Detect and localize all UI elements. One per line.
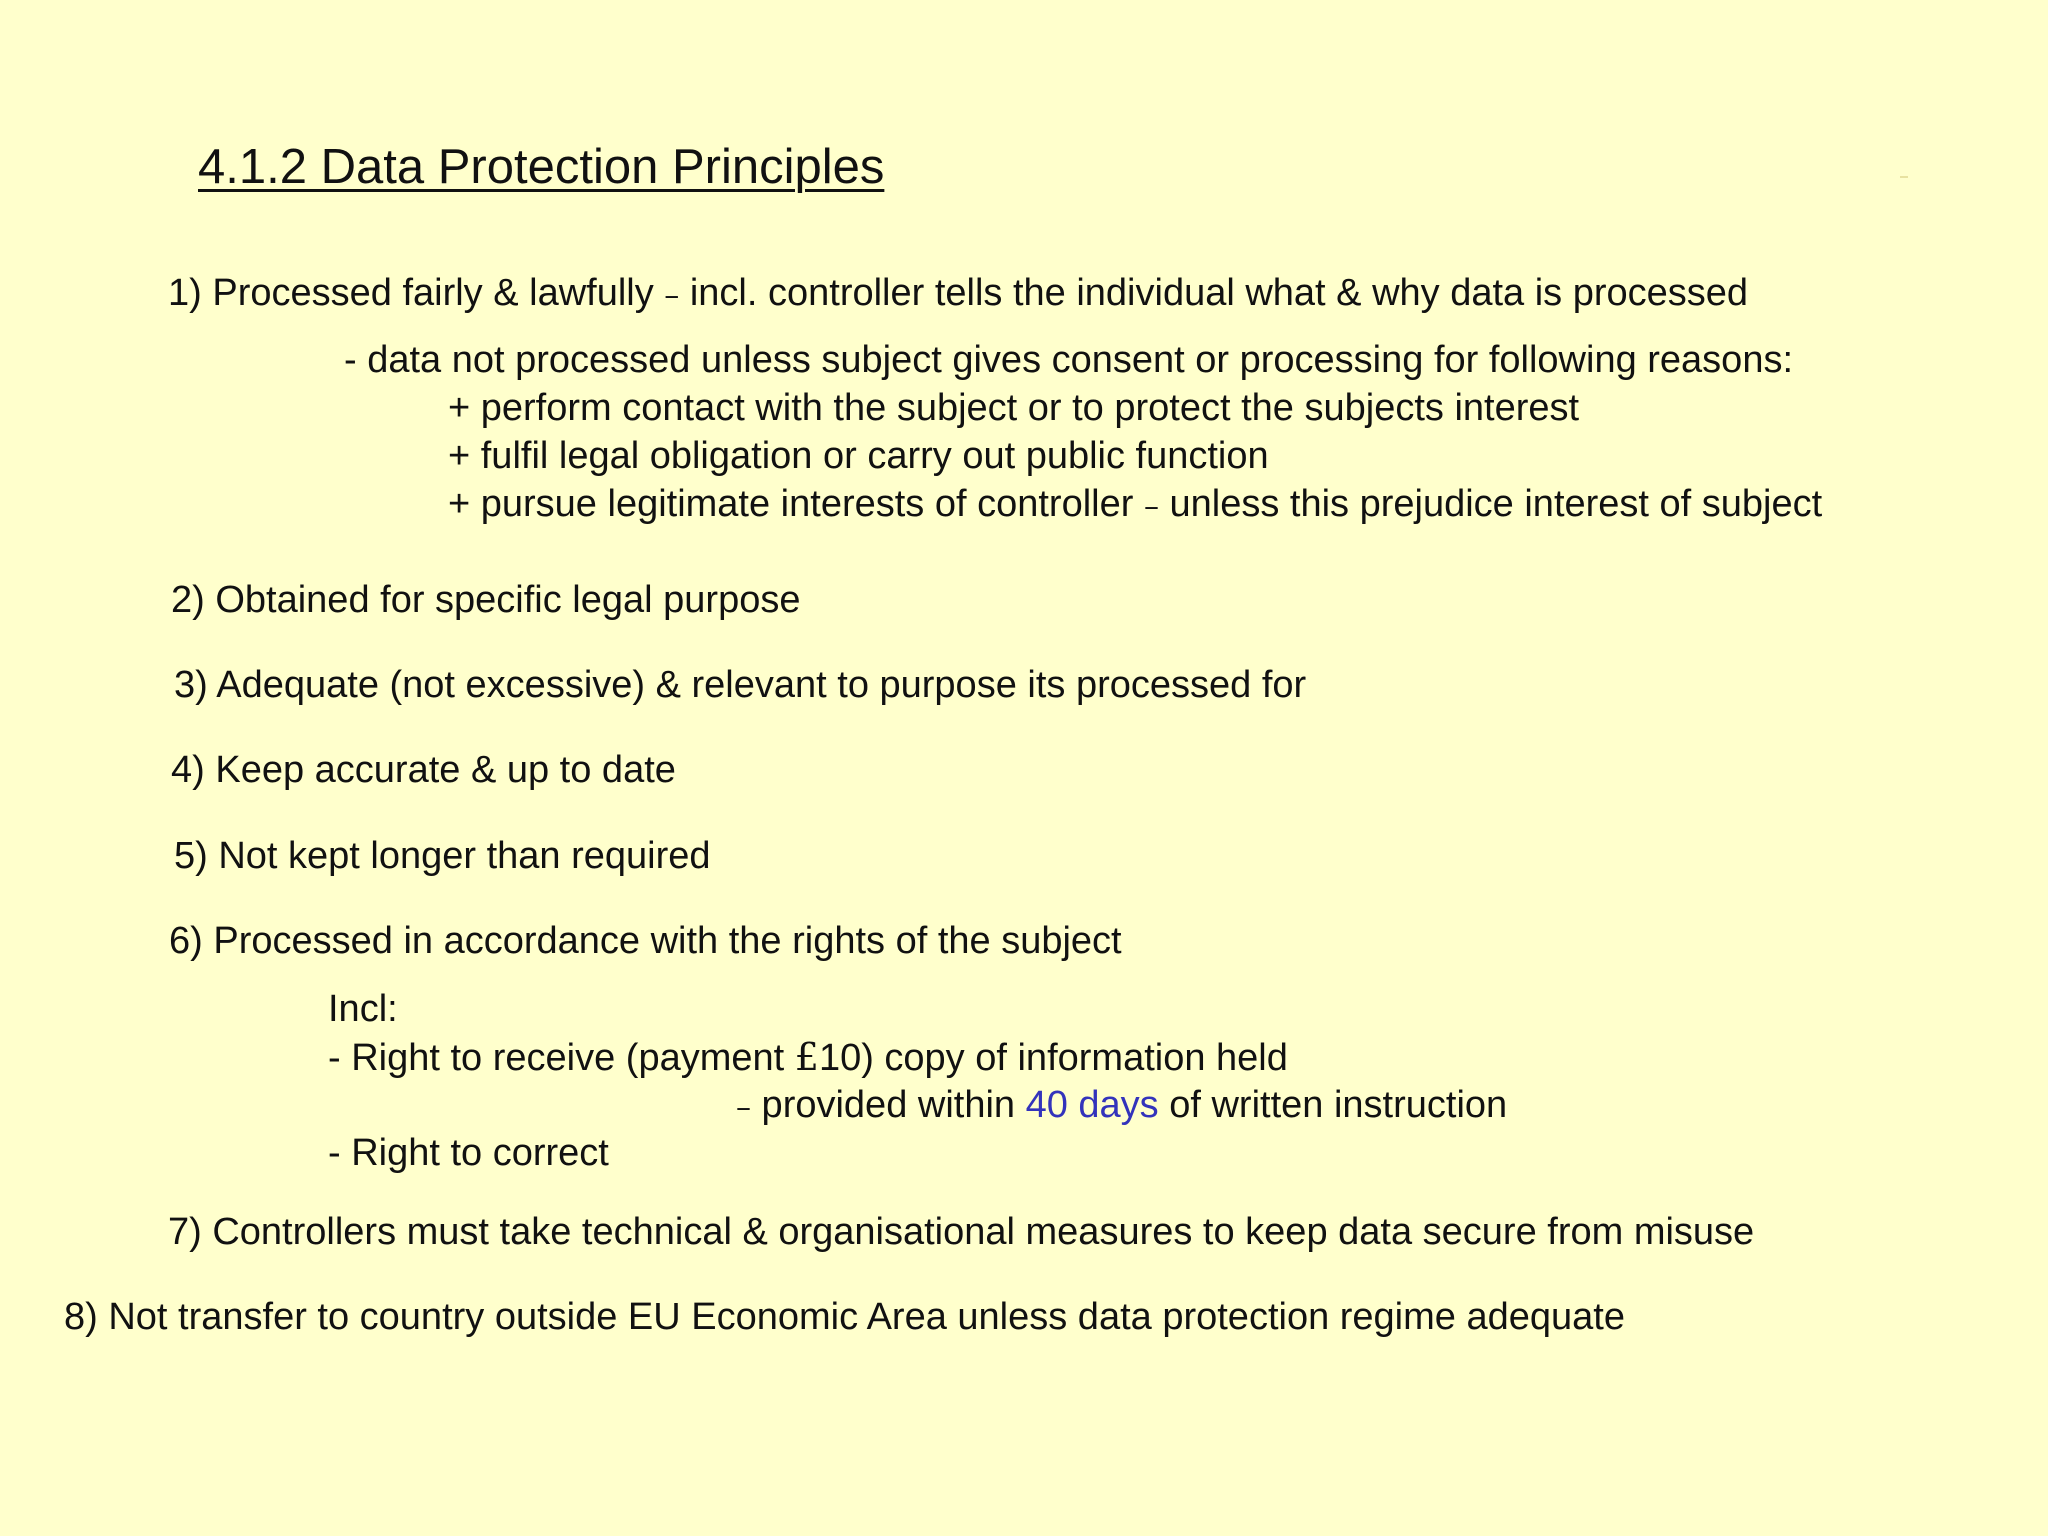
provision-dash: – xyxy=(736,1090,751,1125)
principle-6-right-1-after: 10) copy of information held xyxy=(818,1037,1288,1079)
principle-6-provision xyxy=(736,1082,1507,1131)
principle-2: 2) Obtained for specific legal purpose xyxy=(171,579,801,621)
principle-6-intro: Incl: xyxy=(328,988,398,1030)
principle-1-reason-3 xyxy=(448,481,1822,530)
principle-3: 3) Adequate (not excessive) & relevant to purpose its processed for xyxy=(174,664,1307,706)
principle-1 xyxy=(168,270,1748,319)
principle-1-reason-3-dash: – xyxy=(1143,489,1159,524)
pound-sign: £ xyxy=(794,1035,819,1079)
provision-after: of written instruction xyxy=(1158,1084,1508,1126)
provision-deadline: 40 days xyxy=(1025,1084,1159,1126)
provision-before: provided within xyxy=(751,1084,1026,1126)
principle-1-intro: - data not processed unless subject gives consent or processing for following reasons: xyxy=(344,339,1794,381)
principle-1-reason-1: + perform contact with the subject or to protect the subjects interest xyxy=(448,387,1580,429)
principle-1-reason-2: + fulfil legal obligation or carry out public function xyxy=(448,435,1269,477)
principle-4: 4) Keep accurate & up to date xyxy=(171,749,676,791)
principle-1-reason-3-before: + pursue legitimate interests of controller xyxy=(448,483,1144,525)
principle-1-dash: – xyxy=(664,278,680,313)
principle-6-right-1-before: - Right to receive (payment xyxy=(328,1037,795,1079)
principle-1-reason-3-after: unless this prejudice interest of subject xyxy=(1158,483,1823,525)
slide-title: 4.1.2 Data Protection Principles xyxy=(198,140,885,194)
principle-1-text-after: incl. controller tells the individual what & why data is processed xyxy=(679,272,1749,314)
principle-1-text-before: 1) Processed fairly & lawfully xyxy=(168,272,665,314)
principle-6-right-2: - Right to correct xyxy=(328,1132,609,1174)
principle-7: 7) Controllers must take technical & organisational measures to keep data secure from misuse xyxy=(168,1211,1755,1253)
principle-6-right-1 xyxy=(328,1034,1288,1081)
principle-8: 8) Not transfer to country outside EU Economic Area unless data protection regime adequate xyxy=(64,1296,1625,1338)
principle-6: 6) Processed in accordance with the rights of the subject xyxy=(169,920,1122,962)
principle-5: 5) Not kept longer than required xyxy=(174,835,711,877)
corner-mark xyxy=(1900,176,1908,178)
